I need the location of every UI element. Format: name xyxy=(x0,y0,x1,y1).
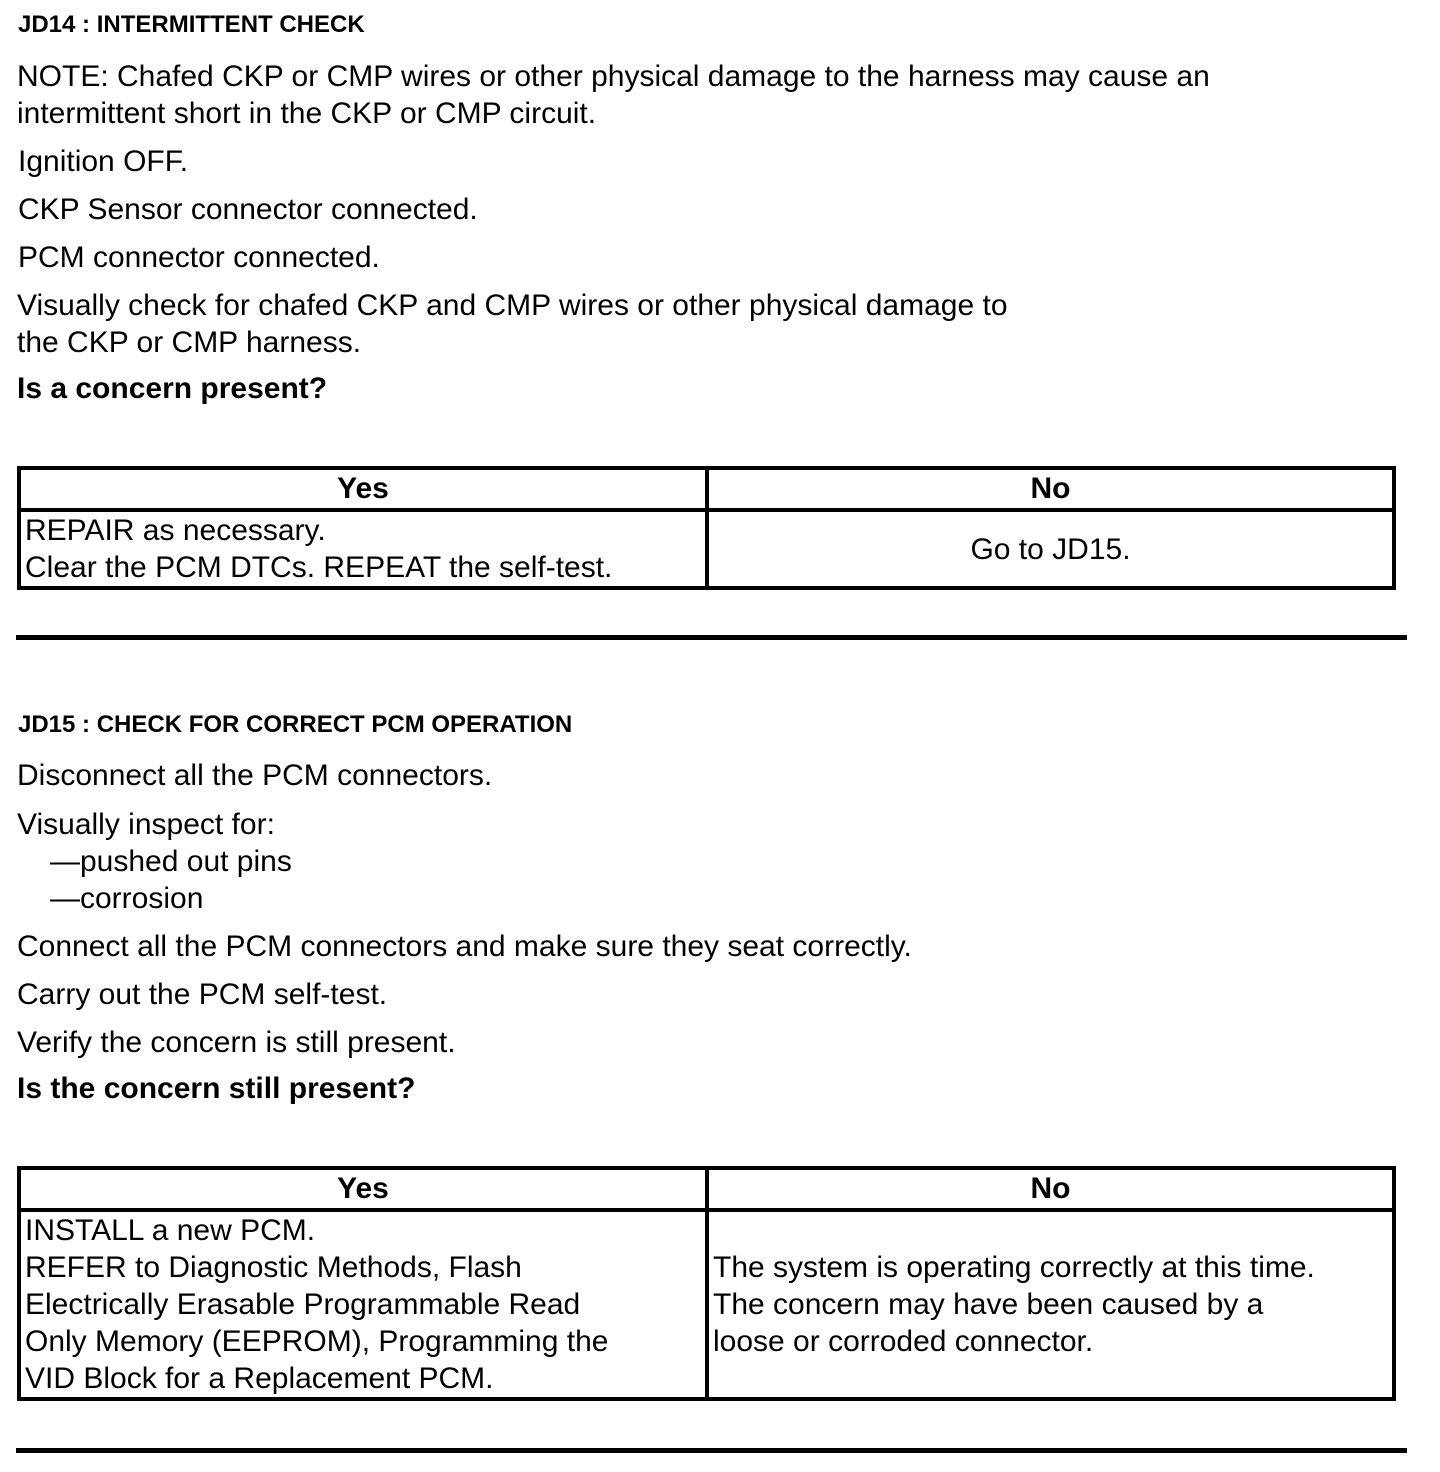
no-action-line: loose or corroded connector. xyxy=(713,1325,1094,1358)
yes-action-line: REPAIR as necessary. xyxy=(25,514,326,547)
yes-action-line: REFER to Diagnostic Methods, Flash xyxy=(25,1251,522,1284)
instruction-ignition-off: Ignition OFF. xyxy=(18,145,189,178)
yes-action-line: Only Memory (EEPROM), Programming the xyxy=(25,1325,609,1358)
instruction-ckp-connector: CKP Sensor connector connected. xyxy=(18,193,478,226)
step-heading: JD14 : INTERMITTENT CHECK xyxy=(18,11,365,38)
instruction-connect: Connect all the PCM connectors and make sure they seat correctly. xyxy=(17,930,912,963)
yes-action-line: Clear the PCM DTCs. REPEAT the self-test. xyxy=(25,551,613,584)
instruction-self-test: Carry out the PCM self-test. xyxy=(17,978,388,1011)
instruction-disconnect: Disconnect all the PCM connectors. xyxy=(17,759,493,792)
question-text: Is the concern still present? xyxy=(17,1072,416,1105)
inspect-item-pushed-pins: —pushed out pins xyxy=(50,845,292,878)
instruction-verify: Verify the concern is still present. xyxy=(17,1026,456,1059)
instruction-visual-check-line-1: Visually check for chafed CKP and CMP wires or other physical damage to xyxy=(17,289,1008,322)
yes-action-line: VID Block for a Replacement PCM. xyxy=(25,1362,494,1395)
instruction-pcm-connector: PCM connector connected. xyxy=(18,241,380,274)
section-divider xyxy=(16,635,1407,640)
no-action-line: The system is operating correctly at this time. xyxy=(713,1251,1315,1284)
note-text-line-2: intermittent short in the CKP or CMP circuit. xyxy=(17,97,597,130)
yes-column-header: Yes xyxy=(19,468,707,510)
yes-action-cell xyxy=(19,510,707,588)
no-action-cell xyxy=(707,1210,1394,1399)
no-action-cell: Go to JD15. xyxy=(707,510,1394,588)
yes-column-header: Yes xyxy=(19,1168,707,1210)
inspect-item-corrosion: —corrosion xyxy=(50,882,204,915)
yes-action-line: INSTALL a new PCM. xyxy=(25,1214,316,1247)
question-text: Is a concern present? xyxy=(17,372,328,405)
note-text-line-1: NOTE: Chafed CKP or CMP wires or other physical damage to the harness may cause an xyxy=(17,60,1210,93)
yes-action-cell xyxy=(19,1210,707,1399)
result-table xyxy=(17,1166,1396,1401)
step-heading: JD15 : CHECK FOR CORRECT PCM OPERATION xyxy=(18,711,573,738)
no-column-header: No xyxy=(707,1168,1394,1210)
result-table xyxy=(17,466,1396,590)
no-column-header: No xyxy=(707,468,1394,510)
instruction-visual-inspect: Visually inspect for: xyxy=(17,808,275,841)
instruction-visual-check-line-2: the CKP or CMP harness. xyxy=(17,326,362,359)
no-action-line: The concern may have been caused by a xyxy=(713,1288,1264,1321)
yes-action-line: Electrically Erasable Programmable Read xyxy=(25,1288,581,1321)
section-divider xyxy=(16,1448,1407,1453)
